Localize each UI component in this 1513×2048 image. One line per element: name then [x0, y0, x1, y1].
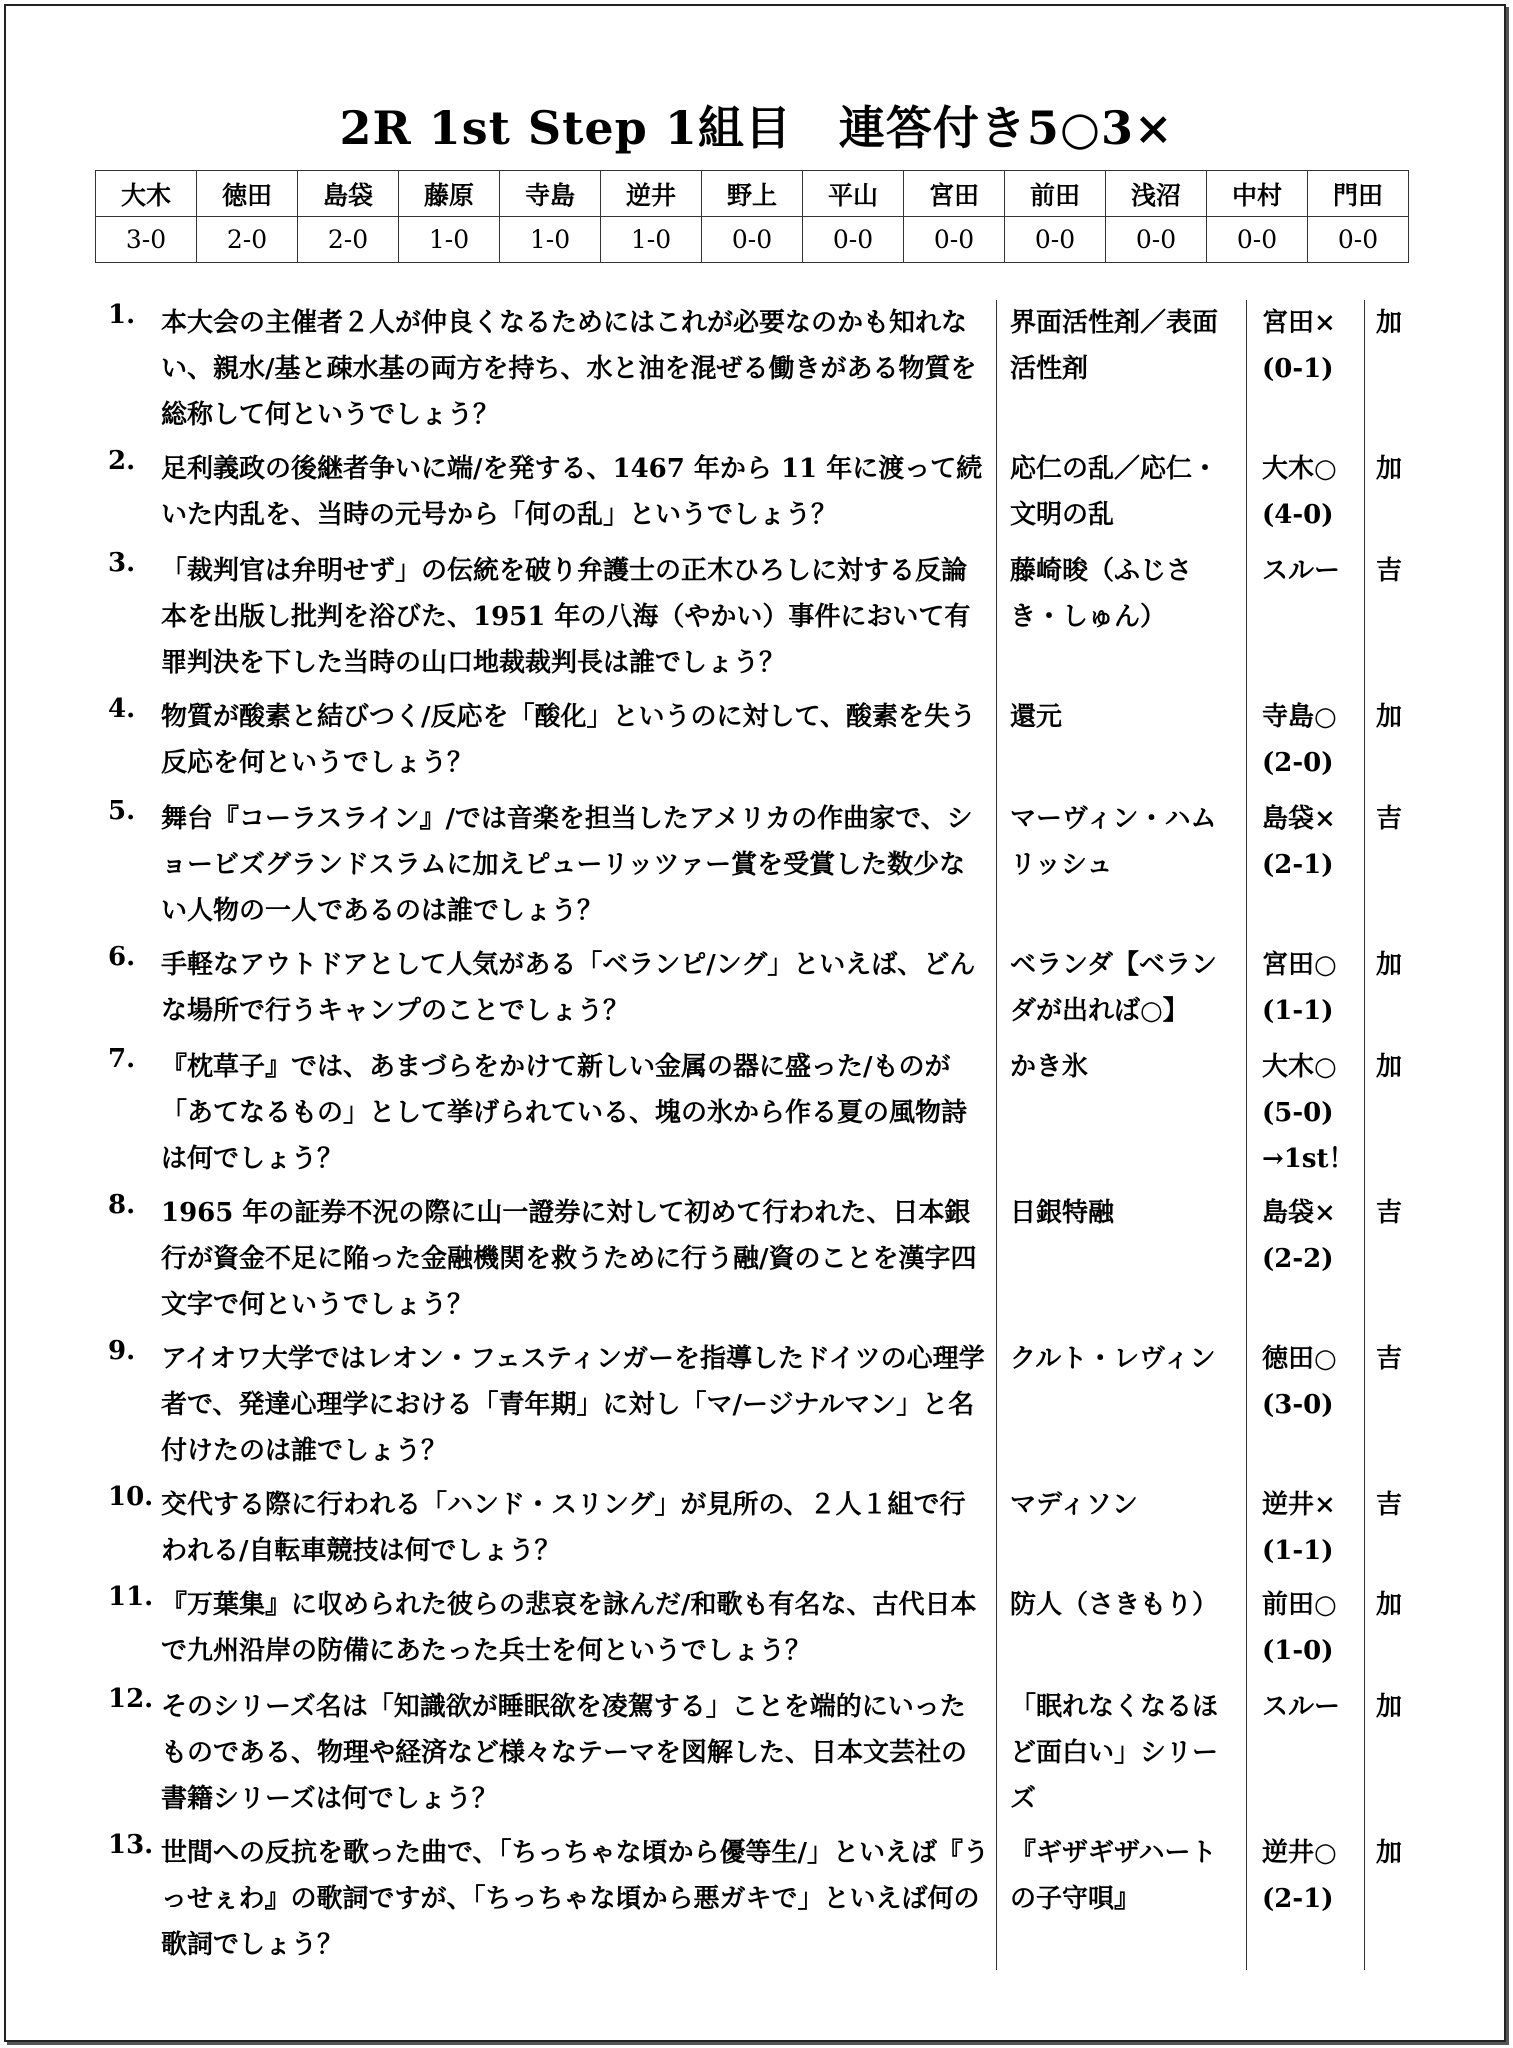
question-number: 3.: [108, 548, 136, 578]
question-answer: クルト・レヴィン: [1010, 1344, 1216, 1374]
question-number: 8.: [108, 1190, 136, 1220]
question-author-mark: 吉: [1376, 556, 1403, 586]
player-score: 2-0: [298, 217, 399, 263]
question-number: 1.: [108, 300, 136, 330]
question-result: 逆井○ (2-1): [1262, 1838, 1337, 1914]
player-score: 0-0: [1005, 217, 1106, 263]
question-answer: 「眠れなくなるほど面白い」シリーズ: [1010, 1692, 1219, 1814]
question-author-mark: 吉: [1376, 1198, 1403, 1228]
question-text: 手軽なアウトドアとして人気がある「ベランピ/ング」といえば、どんな場所で行うキャンプのことでしょう？: [161, 950, 976, 1026]
question-text: 交代する際に行われる「ハンド・スリング」が見所の、２人１組で行われる/自転車競技は何でしょう？: [161, 1490, 966, 1566]
question-text: 「裁判官は弁明せず」の伝統を破り弁護士の正木ひろしに対する反論本を出版し批判を浴びた、1951 年の八海（やかい）事件において有罪判決を下した当時の山口地裁裁判長は誰でしょう？: [161, 556, 971, 678]
question-result: 逆井× (1-1): [1262, 1490, 1336, 1566]
question-answer: ベランダ【ベランダが出れば○】: [1010, 950, 1217, 1026]
player-name: 前田: [1005, 171, 1106, 217]
question-number: 4.: [108, 694, 136, 724]
question-author-mark: 加: [1376, 308, 1403, 338]
player-score: 2-0: [197, 217, 298, 263]
player-score: 0-0: [904, 217, 1005, 263]
player-name: 逆井: [601, 171, 702, 217]
question-text: 足利義政の後継者争いに端/を発する、1467 年から 11 年に渡って続いた内乱を、当時の元号から「何の乱」というでしょう？: [161, 454, 983, 530]
question-result: 大木○ (4-0): [1262, 454, 1337, 530]
score-values-row: [96, 217, 1409, 263]
question-author-mark: 吉: [1376, 1344, 1403, 1374]
question-text: 『枕草子』では、あまづらをかけて新しい金属の器に盛った/ものが「あてなるもの」として挙げられている、塊の氷から作る夏の風物詩は何でしょう？: [161, 1052, 968, 1174]
question-author-mark: 加: [1376, 1838, 1403, 1868]
question-number: 2.: [108, 446, 136, 476]
question-author-mark: 吉: [1376, 804, 1403, 834]
player-name: 中村: [1207, 171, 1308, 217]
player-name: 徳田: [197, 171, 298, 217]
player-name: 浅沼: [1106, 171, 1207, 217]
question-text: アイオワ大学ではレオン・フェスティンガーを指導したドイツの心理学者で、発達心理学における「青年期」に対し「マ/ージナルマン」と名付けたのは誰でしょう？: [161, 1344, 985, 1466]
question-result: 徳田○ (3-0): [1262, 1344, 1337, 1420]
question-text: 本大会の主催者２人が仲良くなるためにはこれが必要なのかも知れない、親水/基と疎水基の両方を持ち、水と油を混ぜる働きがある物質を総称して何というでしょう？: [161, 308, 977, 430]
question-author-mark: 加: [1376, 1052, 1403, 1082]
question-text: そのシリーズ名は「知識欲が睡眠欲を凌駕する」ことを端的にいったものである、物理や経済など様々なテーマを図解した、日本文芸社の書籍シリーズは何でしょう？: [161, 1692, 968, 1814]
question-result: スルー: [1262, 1692, 1341, 1722]
question-answer: 日銀特融: [1010, 1198, 1115, 1228]
question-author-mark: 加: [1376, 454, 1403, 484]
column-divider: [1364, 300, 1365, 1970]
question-text: 物質が酸素と結びつく/反応を「酸化」というのに対して、酸素を失う反応を何というでしょう？: [161, 702, 976, 778]
question-answer: 還元: [1010, 702, 1063, 732]
player-score: 0-0: [1207, 217, 1308, 263]
question-answer: かき氷: [1010, 1052, 1089, 1082]
question-author-mark: 加: [1376, 950, 1403, 980]
question-result: 前田○ (1-0): [1262, 1590, 1337, 1666]
player-score: 0-0: [803, 217, 904, 263]
question-number: 9.: [108, 1336, 136, 1366]
question-result: 島袋× (2-1): [1262, 804, 1336, 880]
question-author-mark: 加: [1376, 702, 1403, 732]
player-score: 3-0: [96, 217, 197, 263]
player-name: 野上: [702, 171, 803, 217]
player-name: 寺島: [500, 171, 601, 217]
player-score: 0-0: [702, 217, 803, 263]
player-score: 0-0: [1106, 217, 1207, 263]
question-answer: 応仁の乱／応仁・文明の乱: [1010, 454, 1219, 530]
question-result: 大木○ (5-0) →1st！: [1262, 1052, 1355, 1174]
column-divider: [996, 300, 997, 1970]
question-text: 世間への反抗を歌った曲で、「ちっちゃな頃から優等生/」といえば『うっせぇわ』の歌詞ですが、「ちっちゃな頃から悪ガキで」といえば何の歌詞でしょう？: [161, 1838, 989, 1960]
player-name: 大木: [96, 171, 197, 217]
question-answer: 藤崎晙（ふじさき・しゅん）: [1010, 556, 1193, 632]
question-answer: マーヴィン・ハムリッシュ: [1010, 804, 1217, 880]
question-answer: 防人（さきもり）: [1010, 1590, 1219, 1620]
player-name: 島袋: [298, 171, 399, 217]
column-divider: [1246, 300, 1247, 1970]
player-name: 門田: [1308, 171, 1409, 217]
question-number: 12.: [108, 1684, 154, 1714]
question-result: 寺島○ (2-0): [1262, 702, 1337, 778]
player-name: 藤原: [399, 171, 500, 217]
question-number: 11.: [108, 1582, 154, 1612]
question-result: 宮田× (0-1): [1262, 308, 1336, 384]
player-name: 宮田: [904, 171, 1005, 217]
score-table: [95, 170, 1409, 263]
question-number: 10.: [108, 1482, 154, 1512]
question-number: 5.: [108, 796, 136, 826]
question-number: 7.: [108, 1044, 136, 1074]
question-text: 舞台『コーラスライン』/では音楽を担当したアメリカの作曲家で、ショービズグランドスラムに加えピューリッツァー賞を受賞した数少ない人物の一人であるのは誰でしょう？: [161, 804, 973, 926]
question-answer: 『ギザギザハートの子守唄』: [1010, 1838, 1217, 1914]
question-author-mark: 加: [1376, 1692, 1403, 1722]
score-names-row: [96, 171, 1409, 217]
question-author-mark: 吉: [1376, 1490, 1403, 1520]
question-text: 1965 年の証券不況の際に山一證券に対して初めて行われた、日本銀行が資金不足に陥った金融機関を救うために行う融/資のことを漢字四文字で何というでしょう？: [161, 1198, 977, 1320]
page-title: 2R 1st Step 1組目 連答付き5○3×: [339, 101, 1174, 155]
question-result: 宮田○ (1-1): [1262, 950, 1337, 1026]
question-text: 『万葉集』に収められた彼らの悲哀を詠んだ/和歌も有名な、古代日本で九州沿岸の防備にあたった兵士を何というでしょう？: [161, 1590, 977, 1666]
question-result: スルー: [1262, 556, 1341, 586]
question-number: 6.: [108, 942, 136, 972]
player-score: 1-0: [601, 217, 702, 263]
question-number: 13.: [108, 1830, 154, 1860]
player-score: 1-0: [500, 217, 601, 263]
question-author-mark: 加: [1376, 1590, 1403, 1620]
player-score: 1-0: [399, 217, 500, 263]
question-answer: 界面活性剤／表面活性剤: [1010, 308, 1219, 384]
question-result: 島袋× (2-2): [1262, 1198, 1336, 1274]
player-name: 平山: [803, 171, 904, 217]
player-score: 0-0: [1308, 217, 1409, 263]
question-answer: マディソン: [1010, 1490, 1138, 1520]
